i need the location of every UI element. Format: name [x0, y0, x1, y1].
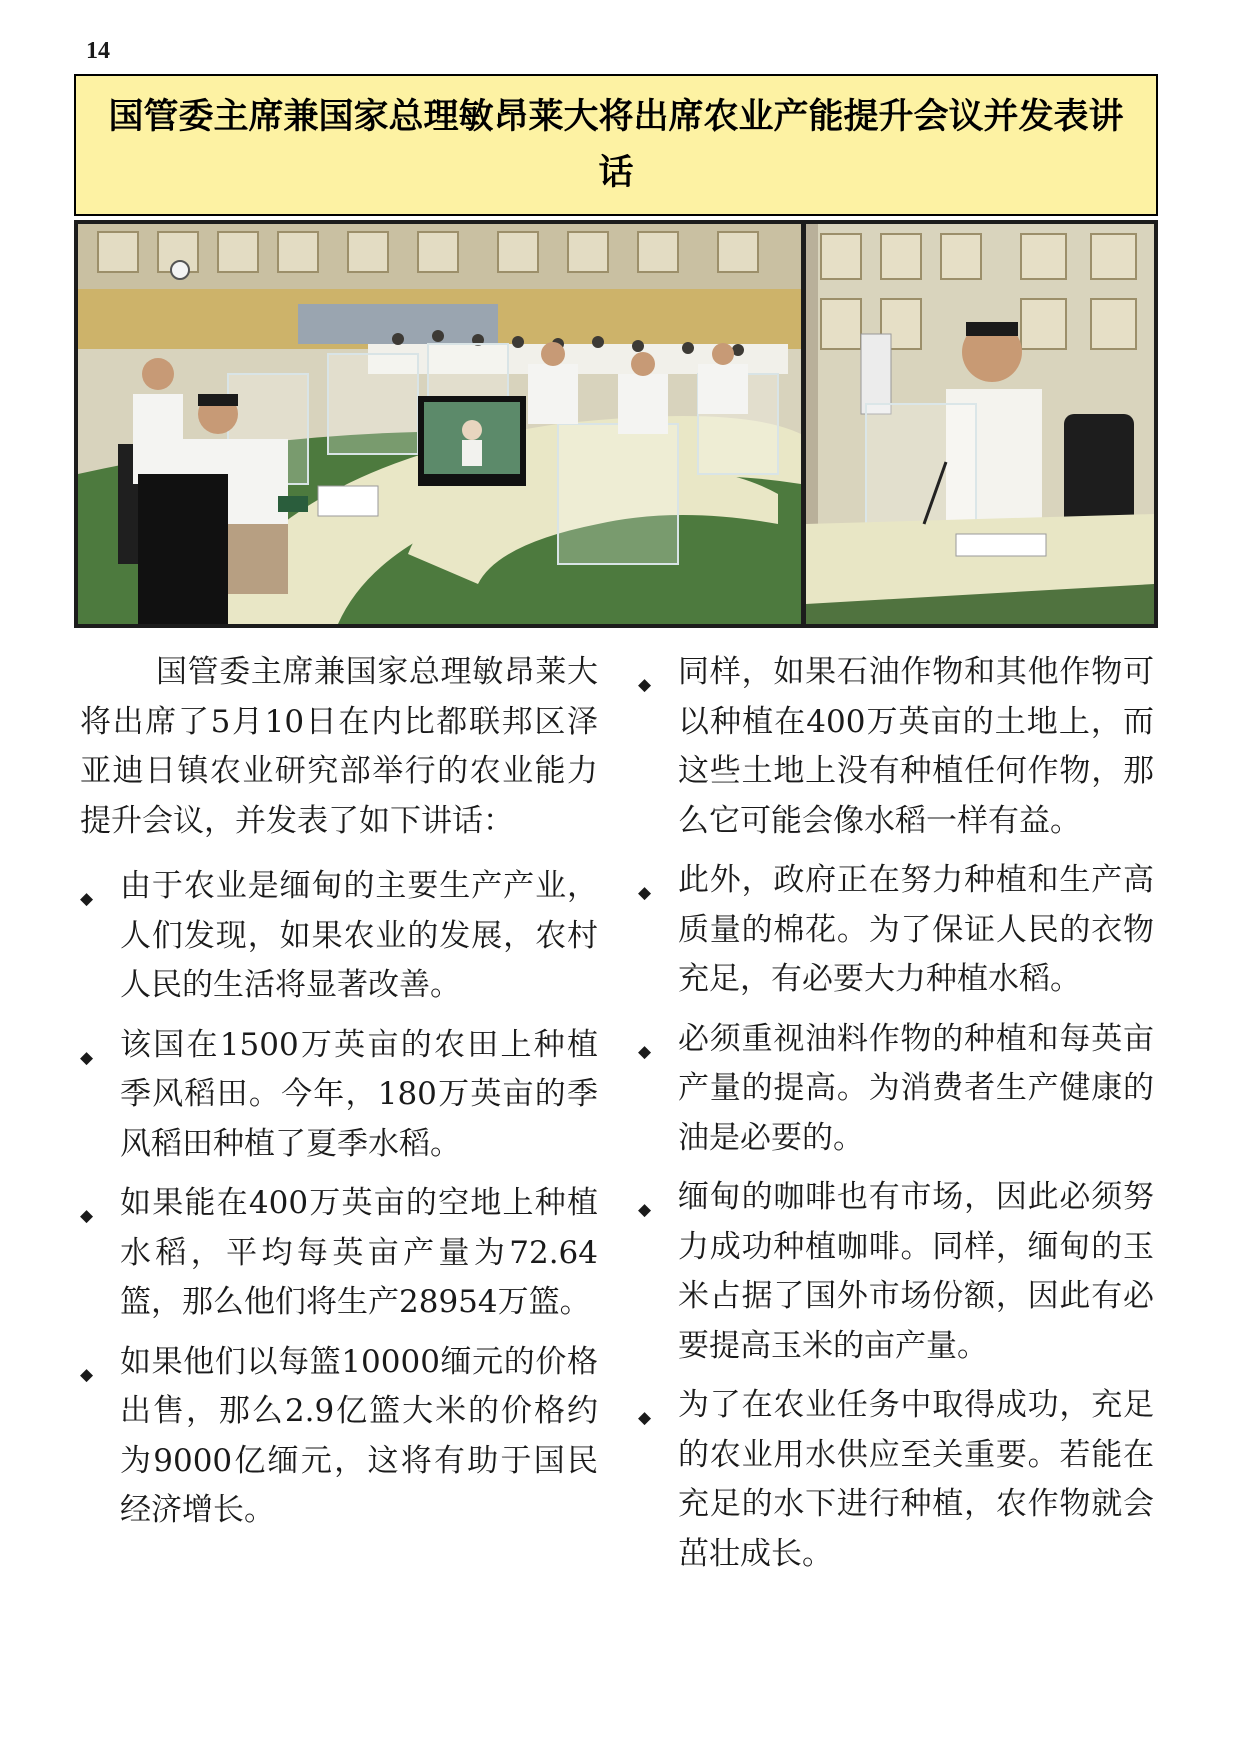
intro-paragraph: 国管委主席兼国家总理敏昂莱大将出席了5月10日在内比都联邦区泽亚迪日镇农业研究部举行的农业能力提升会议，并发表了如下讲话： — [80, 654, 598, 839]
list-item — [638, 1173, 1154, 1371]
list-item — [80, 1179, 598, 1328]
left-column — [80, 648, 598, 1546]
bullet-text: 同样，如果石油作物和其他作物可以种植在400万英亩的土地上，而这些土地上没有种植任何作物，那么它可能会像水稻一样有益。 — [678, 654, 1154, 839]
bullet-text: 如果他们以每篮10000缅元的价格出售，那么2.9亿篮大米的价格约为9000亿缅元，这将有助于国民经济增长。 — [120, 1343, 598, 1528]
speaker-photo — [806, 224, 1154, 624]
diamond-bullet-icon: ◆ — [638, 883, 652, 903]
bullet-text: 为了在农业任务中取得成功，充足的农业用水供应至关重要。若能在充足的水下进行种植，农作物就会茁壮成长。 — [678, 1387, 1154, 1572]
diamond-bullet-icon: ◆ — [80, 1047, 94, 1068]
diamond-bullet-icon: ◆ — [638, 1408, 652, 1428]
bullet-text: 此外，政府正在努力种植和生产高质量的棉花。为了保证人民的衣物充足，有必要大力种植水稻。 — [678, 862, 1154, 997]
diamond-bullet-icon: ◆ — [638, 675, 652, 695]
page-number: 14 — [86, 38, 110, 64]
bullet-text: 缅甸的咖啡也有市场，因此必须努力成功种植咖啡。同样，缅甸的玉米占据了国外市场份额，因此有必要提高玉米的亩产量。 — [678, 1179, 1154, 1364]
bullet-text: 如果能在400万英亩的空地上种植水稻，平均每英亩产量为72.64篮，那么他们将生产28954万篮。 — [120, 1185, 598, 1320]
list-item — [638, 1381, 1154, 1579]
list-item — [80, 1021, 598, 1170]
list-item — [80, 1338, 598, 1536]
list-item — [80, 862, 598, 1011]
diamond-bullet-icon: ◆ — [638, 1200, 652, 1220]
bullet-list-right — [638, 648, 1154, 1579]
diamond-bullet-icon: ◆ — [80, 1364, 94, 1385]
right-column — [638, 648, 1154, 1589]
diamond-bullet-icon: ◆ — [638, 1041, 652, 1062]
meeting-hall-photo — [78, 224, 801, 624]
headline-box — [74, 74, 1158, 216]
photo-frame — [74, 220, 1158, 628]
list-item — [638, 1015, 1154, 1164]
diamond-bullet-icon: ◆ — [80, 889, 94, 909]
list-item — [638, 648, 1154, 846]
bullet-text: 由于农业是缅甸的主要生产产业，人们发现，如果农业的发展，农村人民的生活将显著改善。 — [120, 868, 598, 1003]
page-title: 国管委主席兼国家总理敏昂莱大将出席农业产能提升会议并发表讲话 — [108, 97, 1124, 193]
bullet-list-left — [80, 862, 598, 1536]
bullet-text: 必须重视油料作物的种植和每英亩产量的提高。为消费者生产健康的油是必要的。 — [678, 1020, 1154, 1156]
bullet-text: 该国在1500万英亩的农田上种植季风稻田。今年，180万英亩的季风稻田种植了夏季水稻。 — [120, 1026, 598, 1162]
list-item — [638, 856, 1154, 1005]
diamond-bullet-icon: ◆ — [80, 1206, 94, 1226]
